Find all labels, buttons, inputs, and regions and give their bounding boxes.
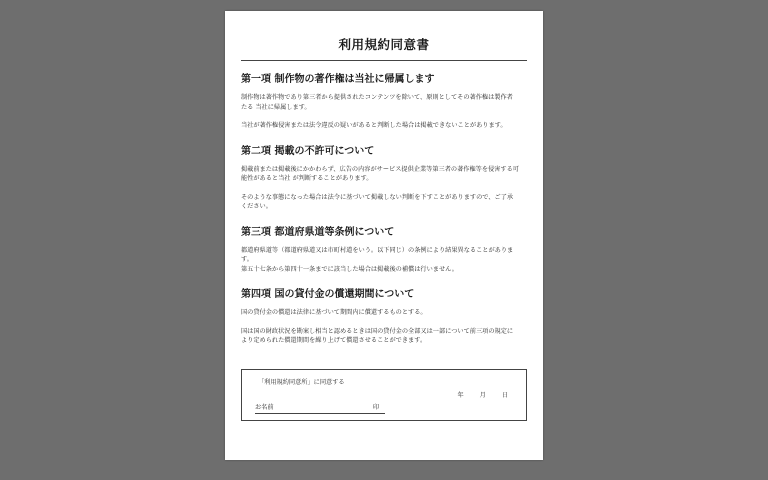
section-2-paragraph-1 bbox=[241, 165, 527, 184]
section-2-paragraph-2 bbox=[241, 193, 527, 212]
text-line: より定められた償還期間を繰り上げて償還させることができます。 bbox=[241, 337, 427, 344]
section-heading-2: 第二項 掲載の不許可について bbox=[241, 145, 375, 157]
date-row bbox=[444, 390, 509, 399]
text-line: 能性があると当社 が判断することがあります。 bbox=[241, 175, 373, 182]
name-label: お名前 bbox=[255, 404, 274, 411]
text-line: 掲載前または掲載後にかかわらず、広告の内容がサービス提供企業等第三者の著作権等を侵害する可 bbox=[241, 165, 519, 173]
section-heading-1: 第一項 制作物の著作権は当社に帰属します bbox=[241, 74, 435, 85]
text-line: そのような事態になった場合は法令に基づいて掲載しない判断を下すことがありますので、ご了承 bbox=[241, 193, 514, 201]
text-line: 国は国の財政状況を勘案し相当と認めるときは国の貸付金の全部又は一部について前三項の規定に bbox=[241, 327, 514, 335]
title-divider bbox=[241, 60, 527, 61]
consent-form-box bbox=[241, 369, 527, 421]
document-page bbox=[225, 11, 543, 460]
section-heading-3: 第三項 都道府県道等条例について bbox=[241, 226, 395, 238]
seal-label: 印 bbox=[372, 404, 379, 411]
text-line: ください。 bbox=[241, 203, 272, 210]
section-3-paragraph-1 bbox=[241, 246, 527, 275]
text-line: 都道府県道等（都道府県道又は市町村道をいう。以下同じ）の条例により結果異なることがありま bbox=[241, 246, 514, 254]
text-line: 当社が著作権侵害または法令違反の疑いがあると判断した場合は掲載できないことがあります。 bbox=[241, 122, 507, 129]
section-1-paragraph-2 bbox=[241, 121, 527, 131]
document-title: 利用規約同意書 bbox=[338, 37, 430, 52]
section-4-paragraph-2 bbox=[241, 327, 527, 346]
name-signature-field[interactable] bbox=[255, 402, 385, 414]
date-day-label: 日 bbox=[501, 392, 508, 399]
date-month-label: 月 bbox=[479, 392, 486, 399]
consent-statement: 「利用規約同意所」に同意する bbox=[258, 379, 345, 386]
date-year-label: 年 bbox=[457, 392, 464, 399]
section-heading-4: 第四項 国の貸付金の償還期間について bbox=[241, 289, 415, 300]
text-line: 制作物は著作物であり第三者から提供されたコンテンツを除いて、原則としてその著作権は製作者 bbox=[241, 94, 513, 101]
text-line: す。 bbox=[241, 256, 253, 263]
section-1-paragraph-1 bbox=[241, 93, 527, 112]
text-line: たる 当社に帰属します。 bbox=[241, 103, 311, 111]
section-4-paragraph-1 bbox=[241, 308, 527, 318]
text-line: 第五十七条から第四十一条までに該当した場合は掲載後の補償は行いません。 bbox=[241, 265, 458, 273]
text-line: 国の貸付金の償還は法律に基づいて期間内に償還するものとする。 bbox=[241, 309, 427, 316]
